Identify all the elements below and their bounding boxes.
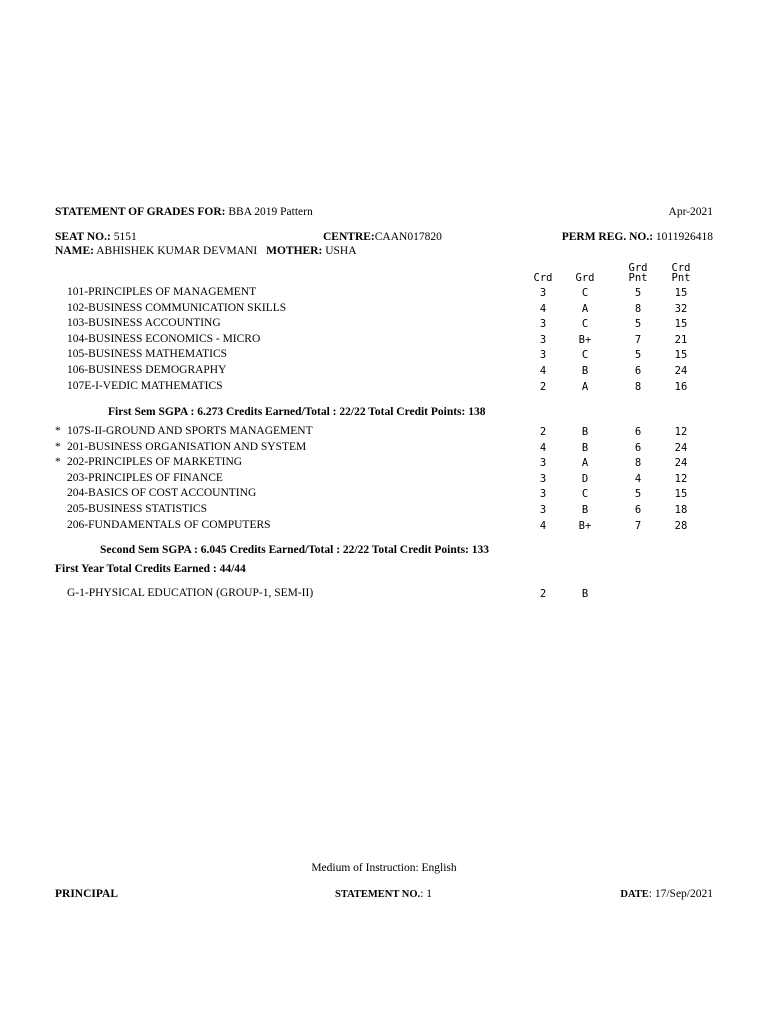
course-credit-points: 15	[674, 318, 688, 331]
course-name: 103-BUSINESS ACCOUNTING	[67, 317, 221, 330]
course-grade-points: 5	[634, 488, 642, 501]
course-name: 202-PRINCIPLES OF MARKETING	[67, 456, 243, 469]
course-credits: 2	[539, 426, 547, 438]
extra-course-grd: B	[581, 588, 589, 600]
course-grade-points: 6	[634, 426, 642, 438]
course-name: 205-BUSINESS STATISTICS	[67, 503, 207, 515]
centre-value: CAAN017820	[374, 231, 442, 243]
course-name: 107S-II-GROUND AND SPORTS MANAGEMENT	[67, 425, 313, 437]
course-grade-points: 7	[634, 519, 642, 532]
sem1-summary: First Sem SGPA : 6.273 Credits Earned/Total : 22/22 Total Credit Points: 138	[108, 406, 486, 418]
course-grade: A	[581, 380, 589, 393]
course-credit-points: 15	[674, 488, 688, 501]
statement-no-value: : 1	[420, 888, 433, 900]
seat-value: 5151	[113, 231, 137, 243]
course-grade-points: 5	[634, 318, 642, 331]
course-credits: 3	[539, 333, 547, 346]
course-grade-points: 5	[634, 349, 642, 362]
course-name: 201-BUSINESS ORGANISATION AND SYSTEM	[67, 440, 307, 453]
course-grade-points: 6	[634, 441, 642, 454]
course-name: 105-BUSINESS MATHEMATICS	[67, 348, 228, 361]
course-credit-points: 15	[674, 349, 688, 362]
course-credits: 3	[539, 349, 547, 362]
course-name: 203-PRINCIPLES OF FINANCE	[67, 471, 223, 484]
course-credit-points: 15	[674, 287, 688, 299]
course-credit-points: 24	[674, 457, 688, 470]
name-value: ABHISHEK KUMAR DEVMANI	[96, 245, 258, 257]
extra-course-name: G-1-PHYSICAL EDUCATION (GROUP-1, SEM-II)	[67, 587, 314, 599]
course-name: 204-BASICS OF COST ACCOUNTING	[67, 487, 257, 500]
course-grade-points: 6	[634, 365, 642, 377]
course-grade: B	[581, 426, 589, 438]
mother-value: USHA	[325, 245, 357, 257]
column-header-grd: Grd	[575, 272, 595, 284]
course-credit-points: 32	[674, 302, 688, 315]
course-credits: 4	[539, 519, 547, 532]
course-star-marker: *	[55, 456, 61, 469]
year-total-credits: First Year Total Credits Earned : 44/44	[55, 563, 246, 575]
course-grade-points: 8	[634, 457, 642, 470]
issue-date	[620, 888, 713, 900]
centre-label: CENTRE:	[323, 231, 375, 243]
course-grade: C	[581, 318, 589, 331]
column-header-crd-pnt-line2: Pnt	[671, 272, 691, 284]
statement-number	[335, 888, 432, 900]
statement-no-label: STATEMENT NO.	[335, 889, 421, 900]
course-grade-points: 7	[634, 333, 642, 346]
column-header-crd-pnt-line1: Crd	[671, 262, 691, 274]
student-name	[55, 245, 357, 257]
course-credit-points: 12	[674, 472, 688, 485]
extra-course-crd: 2	[539, 588, 547, 600]
course-credits: 3	[539, 488, 547, 501]
course-grade-points: 4	[634, 472, 642, 485]
course-credit-points: 12	[674, 426, 688, 438]
course-star-marker: *	[55, 440, 61, 453]
column-header-crd-pnt	[666, 263, 696, 283]
course-grade: A	[581, 457, 589, 470]
course-credit-points: 28	[674, 519, 688, 532]
exam-session: Apr-2021	[668, 206, 713, 218]
perm-reg-label: PERM REG. NO.:	[561, 231, 654, 243]
course-name: 101-PRINCIPLES OF MANAGEMENT	[67, 286, 257, 298]
course-name: 106-BUSINESS DEMOGRAPHY	[67, 364, 227, 376]
principal-label: PRINCIPAL	[55, 888, 119, 900]
course-credits: 4	[539, 441, 547, 454]
column-header-grd-pnt	[623, 263, 653, 283]
course-credits: 3	[539, 472, 547, 485]
name-label: NAME:	[55, 245, 94, 257]
course-credits: 3	[539, 287, 547, 299]
course-credits: 3	[539, 457, 547, 470]
medium-of-instruction: Medium of Instruction: English	[311, 862, 457, 874]
course-grade: B	[581, 504, 589, 516]
course-grade: B	[581, 365, 589, 377]
course-name: 107E-I-VEDIC MATHEMATICS	[67, 379, 223, 392]
course-credits: 2	[539, 380, 547, 393]
date-label: DATE	[620, 889, 649, 900]
course-credits: 4	[539, 302, 547, 315]
date-value: : 17/Sep/2021	[648, 888, 713, 900]
course-grade: B+	[578, 333, 592, 346]
course-name: 104-BUSINESS ECONOMICS - MICRO	[67, 332, 261, 345]
course-grade-points: 8	[634, 380, 642, 393]
course-credit-points: 16	[674, 380, 688, 393]
course-credit-points: 21	[674, 333, 688, 346]
perm-reg-number	[562, 231, 713, 243]
column-header-crd: Crd	[533, 272, 553, 284]
course-name: 206-FUNDAMENTALS OF COMPUTERS	[67, 518, 271, 531]
perm-reg-value: 1011926418	[655, 231, 713, 243]
statement-title	[55, 206, 313, 218]
seat-label: SEAT NO.:	[55, 231, 111, 243]
course-grade: B	[581, 441, 589, 454]
course-grade: D	[581, 472, 589, 485]
course-credits: 3	[539, 504, 547, 516]
program-name: BBA 2019 Pattern	[228, 206, 313, 218]
course-grade-points: 8	[634, 302, 642, 315]
seat-number	[55, 231, 137, 243]
course-credit-points: 18	[674, 504, 688, 516]
course-grade: C	[581, 488, 589, 501]
course-grade: C	[581, 287, 589, 299]
course-grade-points: 6	[634, 504, 642, 516]
centre	[323, 231, 442, 243]
course-grade: A	[581, 302, 589, 315]
course-credit-points: 24	[674, 441, 688, 454]
course-grade: B+	[578, 519, 592, 532]
course-credits: 3	[539, 318, 547, 331]
sem2-summary: Second Sem SGPA : 6.045 Credits Earned/Total : 22/22 Total Credit Points: 133	[100, 544, 490, 556]
statement-label: STATEMENT OF GRADES FOR:	[55, 206, 226, 218]
course-name: 102-BUSINESS COMMUNICATION SKILLS	[67, 301, 287, 314]
course-credits: 4	[539, 365, 547, 377]
mother-label: MOTHER:	[266, 245, 323, 257]
course-star-marker: *	[55, 425, 61, 437]
column-header-grd-pnt-line2: Pnt	[628, 272, 648, 284]
course-grade-points: 5	[634, 287, 642, 299]
course-credit-points: 24	[674, 365, 688, 377]
course-grade: C	[581, 349, 589, 362]
column-header-grd-pnt-line1: Grd	[628, 262, 648, 274]
